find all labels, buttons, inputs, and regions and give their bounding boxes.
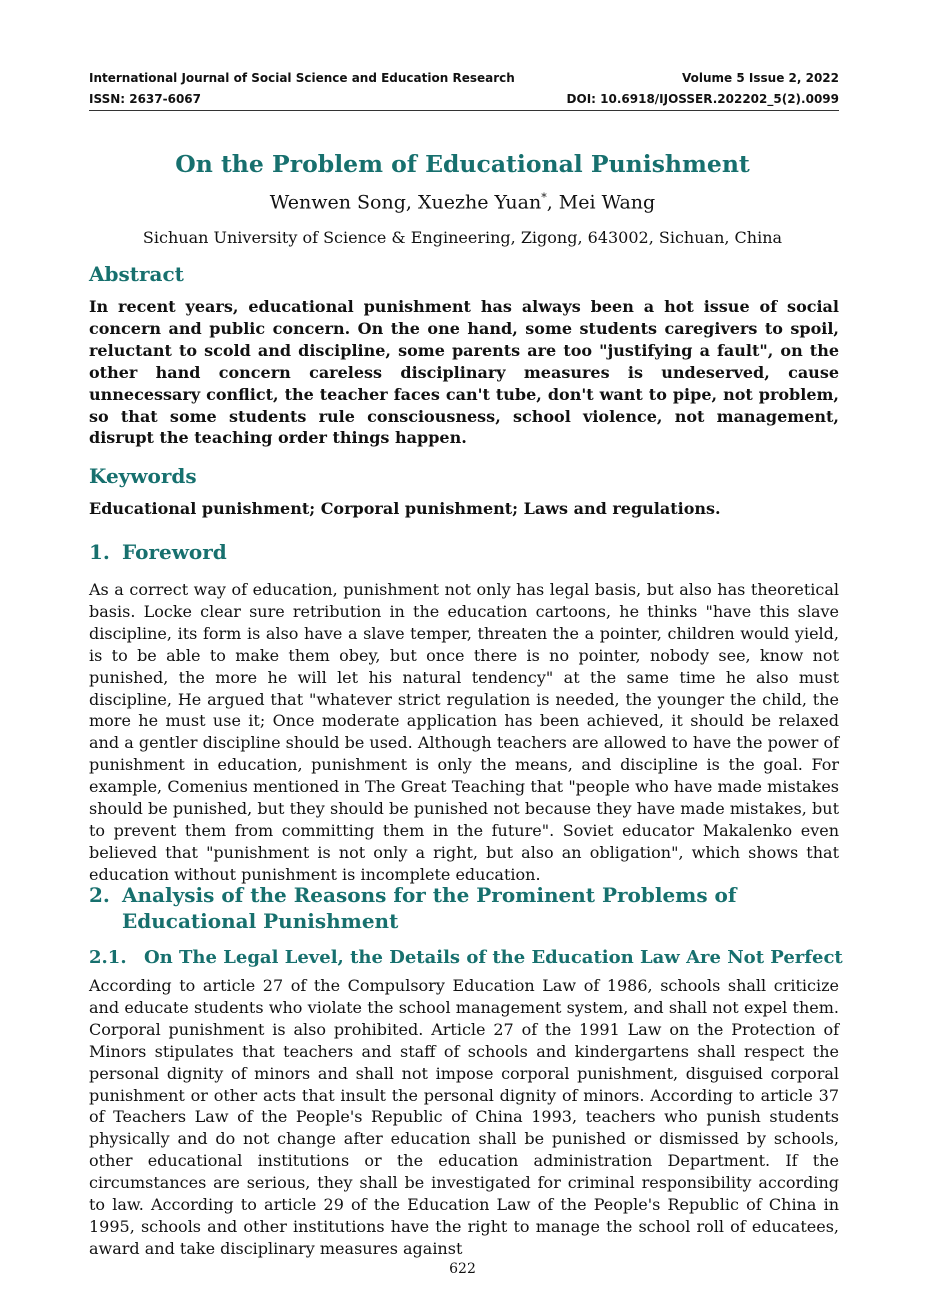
keywords-heading: Keywords (89, 464, 197, 488)
keywords-text: Educational punishment; Corporal punishment; Laws and regulations. (89, 499, 721, 518)
authors-part1: Wenwen Song, Xuezhe Yuan (269, 191, 542, 214)
section-1-number: 1. (89, 540, 110, 564)
issn: ISSN: 2637-6067 (89, 92, 202, 106)
doi: DOI: 10.6918/IJOSSER.202202_5(2).0099 (566, 92, 839, 106)
section-2-1-text: According to article 27 of the Compulsory Education Law of 1986, schools shall criticize and educate students who violate the school management system, and shall not expel them. Corporal punishment is also prohibited. Article 27 of the 1991 Law on the Protection of Minors stipulates that teachers and staff of schools and kindergartens shall respect the personal dignity of minors and shall not impose corporal punishment, disguised corporal punishment or other acts that insult the personal dignity of minors. According to article 37 of Teachers Law of the People's Republic of China 1993, teachers who punish students physically and do not change after education shall be punished or dismissed by schools, other educational institutions or the education administration Department. If the circumstances are serious, they shall be investigated for criminal responsibility according to law. According to article 29 of the Education Law of the People's Republic of China in 1995, schools and other institutions have the right to manage the school roll of educatees, award and take disciplinary measures against (89, 976, 839, 1258)
section-2-1-number: 2.1. (89, 947, 127, 968)
affiliation: Sichuan University of Science & Engineering, Zigong, 643002, Sichuan, China (142, 228, 783, 247)
page-number: 622 (449, 1261, 476, 1277)
paper-title: On the Problem of Educational Punishment (175, 150, 750, 178)
volume-issue: Volume 5 Issue 2, 2022 (682, 71, 839, 85)
authors-part2: , Mei Wang (546, 191, 656, 214)
author-list (0, 191, 925, 213)
section-1-text: As a correct way of education, punishment not only has legal basis, but also has theoretical basis. Locke clear sure retribution in the education cartoons, he thinks "have this slave discipline, its form is also have a slave temper, threaten the a pointer, children would yield, is to be able to make them obey, but once there is no pointer, nobody see, know not punished, the more he will let his natural tendency" at the same time he also must discipline, He argued that "whatever strict regulation is needed, the younger the child, the more he must use it; Once moderate application has been achieved, it should be relaxed and a gentler discipline should be used. Although teachers are allowed to have the power of punishment in education, punishment is only the means, and discipline is the goal. For example, Comenius mentioned in The Great Teaching that "people who have made mistakes should be punished, but they should be punished not because they have made mistakes, but to prevent them from committing them in the future". Soviet educator Makalenko even believed that "punishment is not only a right, but also an obligation", which shows that education without punishment is incomplete education. (89, 580, 839, 884)
section-2-title: Analysis of the Reasons for the Prominent Problems of Educational Punishment (122, 883, 737, 933)
section-1-heading (89, 540, 227, 564)
corresponding-mark: * (541, 191, 547, 204)
section-2-heading (89, 882, 849, 934)
abstract-heading: Abstract (89, 262, 184, 286)
abstract-text: In recent years, educational punishment has always been a hot issue of social concern and public concern. On the one hand, some students caregivers to spoil, reluctant to scold and discipline, some parents are too "justifying a fault", on the other hand concern careless disciplinary measures is undeserved, cause unnecessary conflict, the teacher faces can't tube, don't want to pipe, not problem, so that some students rule consciousness, school violence, not management, disrupt the teaching order things happen. (89, 297, 839, 448)
journal-name: International Journal of Social Science and Education Research (89, 71, 515, 85)
running-header-top (89, 71, 839, 85)
running-header-bottom (89, 92, 839, 106)
section-2-number: 2. (89, 883, 110, 907)
header-rule (89, 110, 839, 111)
section-2-1-title: On The Legal Level, the Details of the Education Law Are Not Perfect (144, 947, 843, 968)
section-2-1-heading (89, 947, 843, 968)
section-1-title: Foreword (122, 540, 227, 564)
